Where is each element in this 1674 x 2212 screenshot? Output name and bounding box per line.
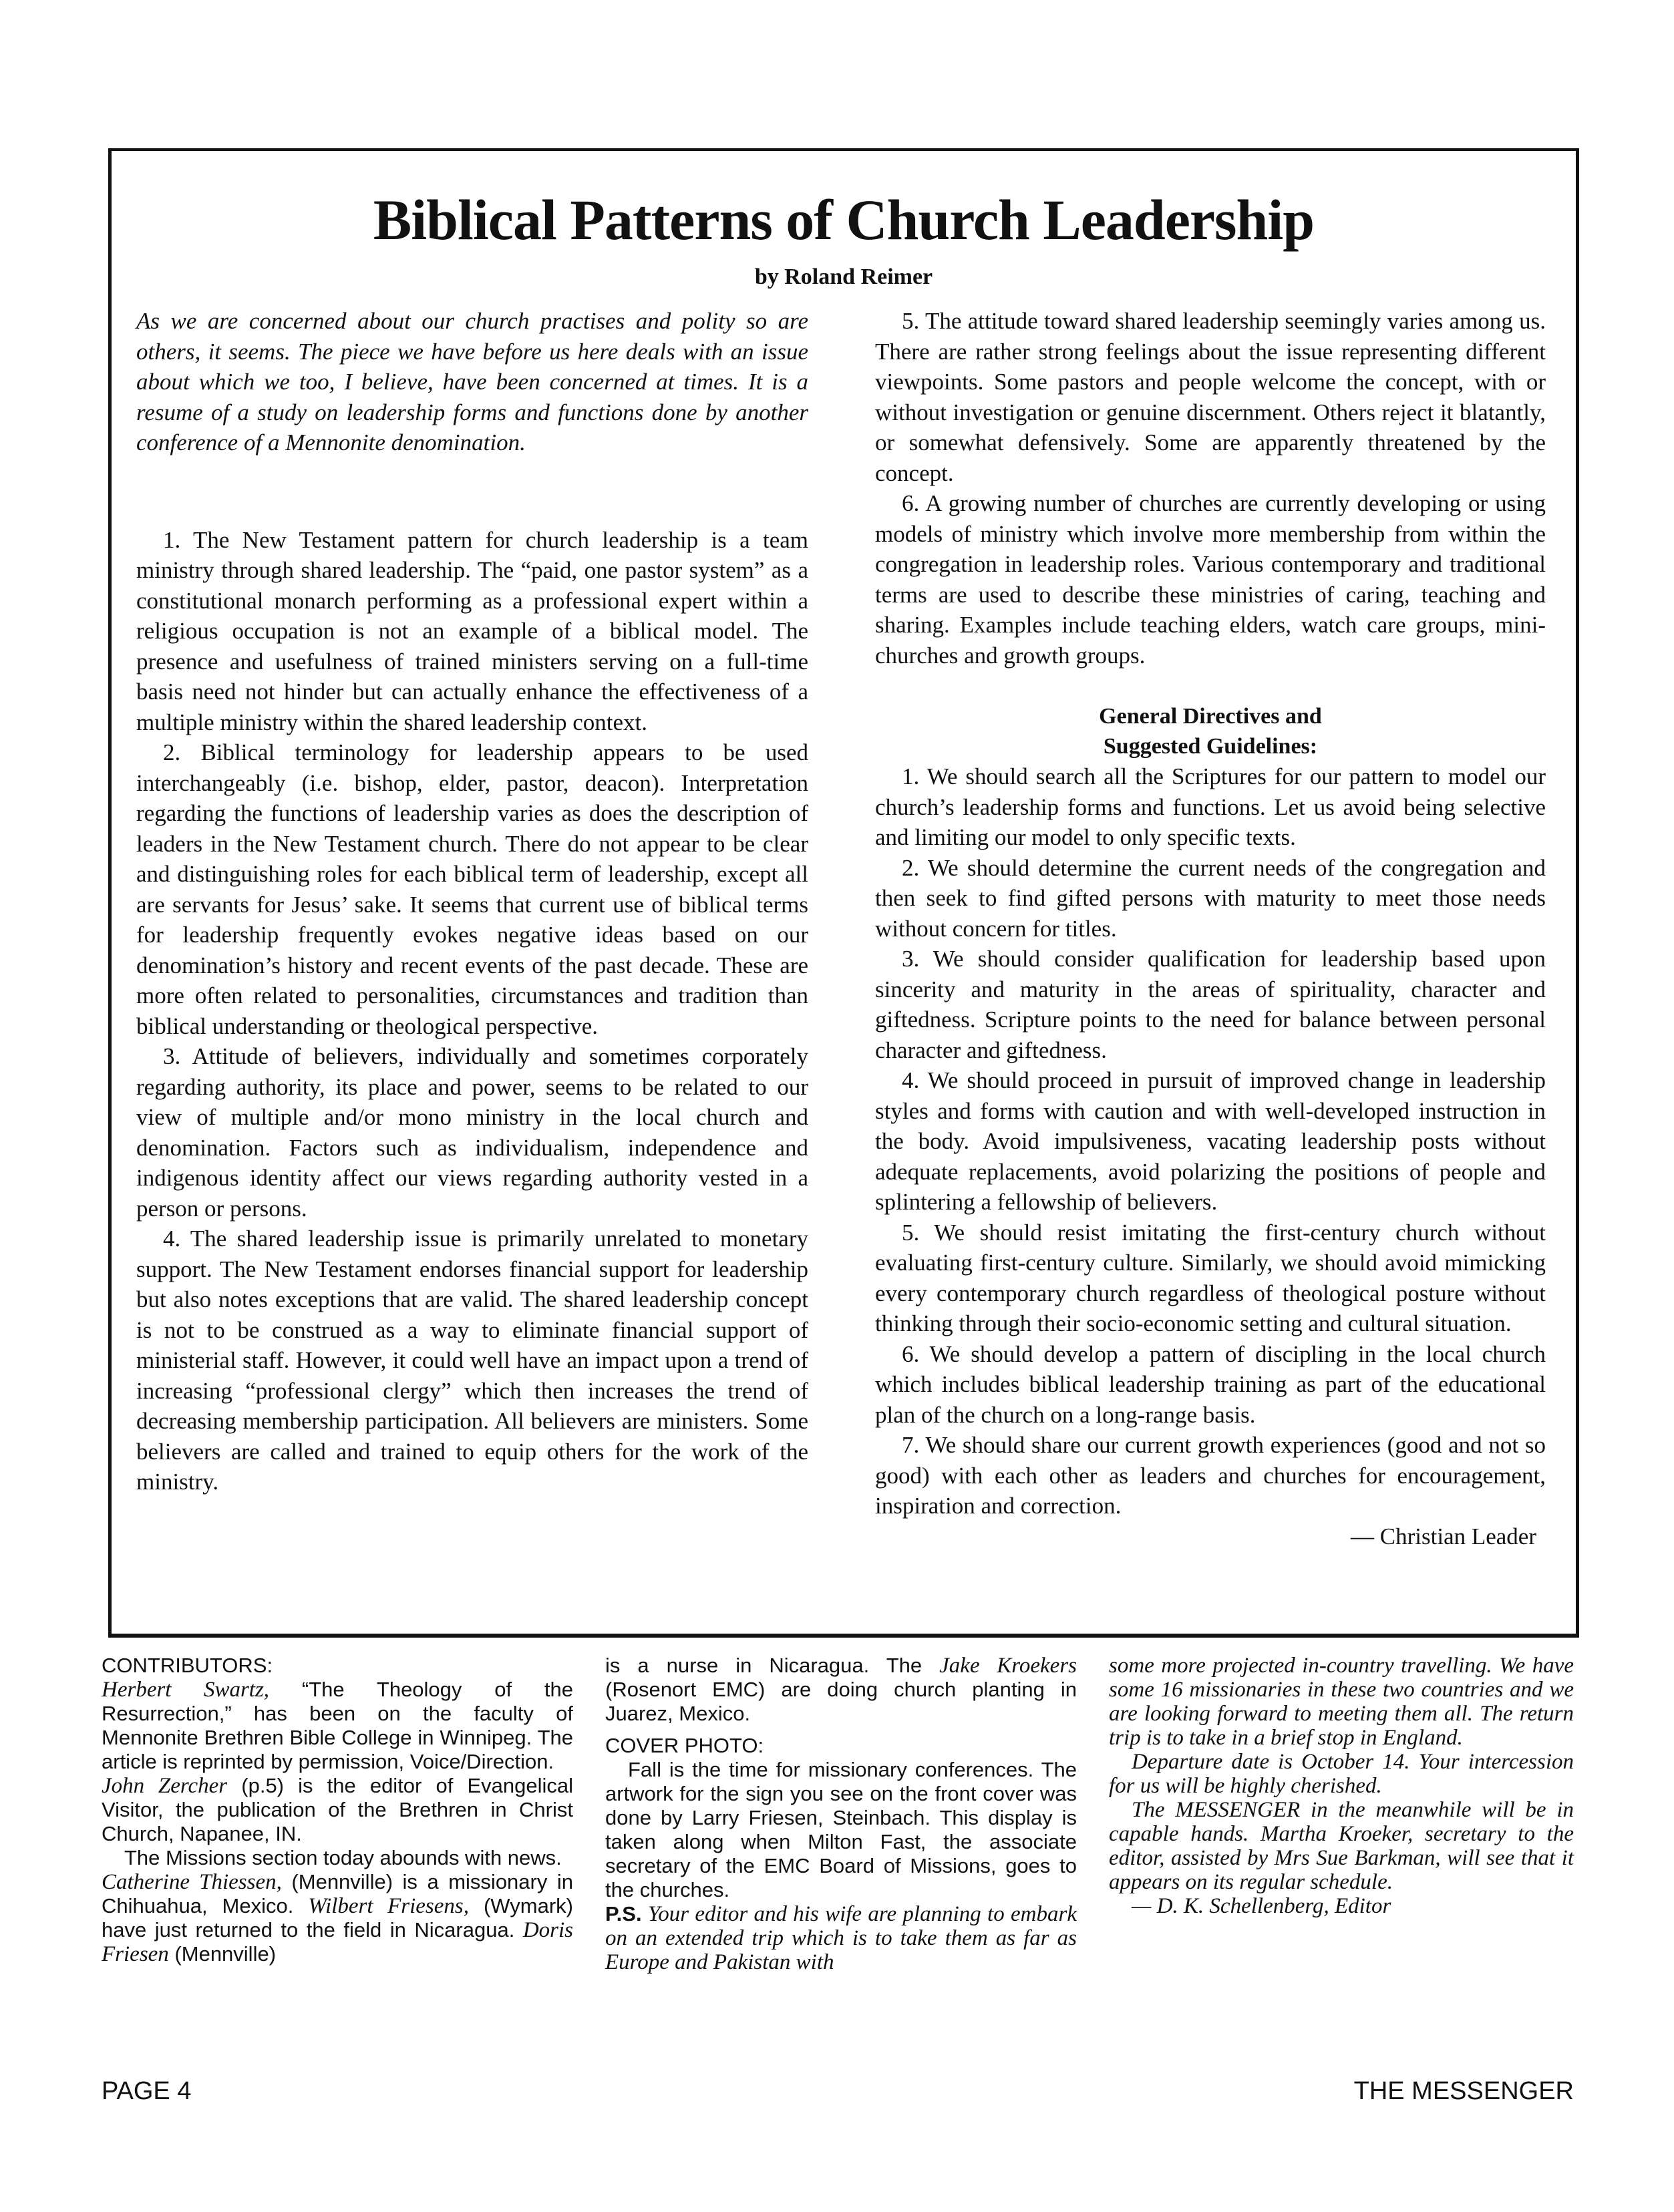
guideline-paragraph: 6. We should develop a pattern of discipling in the local church which includes biblical leadership training as part of the educational plan of the church on a long-range basis.: [875, 1340, 1546, 1428]
missions-note: The Missions section today abounds with news.: [124, 1846, 562, 1869]
guideline-paragraph: 2. We should determine the current needs of the congregation and then seek to find gifted persons with maturity to meet those needs without concern for titles.: [875, 854, 1546, 942]
intro-paragraph: As we are concerned about our church practises and polity so are others, it seems. The piece we have before us here deals with an issue about which we too, I believe, have been concerned at times. It is a resume of a study on leadership forms and functions done by another conference of a Mennonite denomination.: [136, 308, 808, 455]
point-paragraph: 3. Attitude of believers, individually and sometimes corporately regarding authority, its place and power, seems to be related to our view of multiple and/or mono ministry in the local church and denomination. Factors such as individualism, independence and indigenous identity affect our views regarding authority vested in a person or persons.: [136, 1043, 808, 1222]
guideline-paragraph: 5. We should resist imitating the first-century church without evaluating first-century culture. Similarly, we should avoid mimicking every contemporary church regardless of theological posture without thinking through their socio-economic setting and cultural situation.: [875, 1219, 1546, 1336]
editor-note-departure: Departure date is October 14. Your intercession for us will be highly cherished.: [1109, 1750, 1574, 1798]
cover-photo-text: Fall is the time for missionary conferences. The artwork for the sign you see on the front cover was done by Larry Friesen, Steinbach. This display is taken along when Milton Fast, the associate secretary of the EMC Board of Missions, goes to the churches.: [605, 1758, 1077, 1901]
article-left-column: [136, 306, 808, 1497]
article-title: Biblical Patterns of Church Leadership: [373, 188, 1315, 252]
point-paragraph: 2. Biblical terminology for leadership appears to be used interchangeably (i.e. bishop, elder, pastor, deacon). Interpretation regarding the functions of leadership varies as does the description of leaders in the New Testament church. There do not appear to be clear and distinguishing roles for each biblical term of leadership, except all are servants for Jesus’ sake. It seems that current use of biblical terms for leadership frequently evokes negative ideas based on our denomination’s history and recent events of the past decade. These are more often related to personalities, circumstances and tradition than biblical understanding or theological perspective.: [136, 739, 808, 1039]
article-intro: [136, 306, 808, 458]
point-paragraph: 5. The attitude toward shared leadership seemingly varies among us. There are rather strong feelings about the issue representing different viewpoints. Some pastors and people welcome the concept, with or without investigation or genuine discernment. Others reject it blatantly, or somewhat defensively. Some are apparently threatened by the concept.: [875, 308, 1546, 486]
cover-photo-column: [605, 1654, 1077, 1974]
guideline-paragraph: 4. We should proceed in pursuit of improved change in leadership styles and forms with caution and with well-developed instruction in the body. Avoid impulsiveness, vacating leadership posts without adequate replacements, avoid polarizing the positions of people and splintering a fellowship of believers.: [875, 1067, 1546, 1215]
point-paragraph: 4. The shared leadership issue is primarily unrelated to monetary support. The New Testament endorses financial support for leadership but also notes exceptions that are valid. The shared leadership concept is not to be construed as a way to eliminate financial support of ministerial staff. However, it could well have an impact upon a trend of increasing “professional clergy” which then increases the trend of decreasing membership participation. All believers are ministers. Some believers are called and trained to equip others for the work of the ministry.: [136, 1226, 808, 1495]
guideline-paragraph: 7. We should share our current growth experiences (good and not so good) with each other as leaders and churches for encouragement, inspiration and correction.: [875, 1432, 1546, 1519]
point-paragraph: 1. The New Testament pattern for church leadership is a team ministry through shared leadership. The “paid, one pastor system” as a constitutional monarch performing as a professional expert within a religious occupation is not an example of a biblical model. The presence and usefulness of trained ministers serving on a full-time basis need not hinder but can actually enhance the effectiveness of a multiple ministry within the shared leadership context.: [136, 526, 808, 735]
article-byline: by Roland Reimer: [754, 264, 933, 289]
editor-note-column: [1109, 1654, 1574, 1918]
editor-signature: — D. K. Schellenberg, Editor: [1132, 1894, 1391, 1918]
publication-name: THE MESSENGER: [1353, 2077, 1574, 2105]
cover-photo-heading: COVER PHOTO:: [605, 1734, 764, 1757]
contributor-entry-continued: is a nurse in Nicaragua. The Jake Kroekers (Rosenort EMC) are doing church planting in Juarez, Mexico.: [605, 1654, 1077, 1725]
article-source: — Christian Leader: [1351, 1523, 1536, 1549]
article-right-column: [875, 306, 1546, 1551]
page-number: PAGE 4: [102, 2077, 192, 2105]
contributors-heading: CONTRIBUTORS:: [102, 1654, 273, 1677]
guidelines-heading: General Directives and Suggested Guidelines:: [1099, 704, 1322, 759]
ps-note: P.S. Your editor and his wife are planning to embark on an extended trip which is to take them as far as Europe and Pakistan with: [605, 1902, 1077, 1974]
point-paragraph: 6. A growing number of churches are currently developing or using models of ministry which involve more membership from within the congregation in leadership roles. Various contemporary and traditional terms are used to describe these ministries of caring, teaching and sharing. Examples include teaching elders, watch care groups, mini-churches and growth groups.: [875, 490, 1546, 669]
contributor-entry: Herbert Swartz, “The Theology of the Resurrection,” has been on the faculty of Mennonite Brethren Bible College in Winnipeg. The article is reprinted by permission, Voice/Direction.: [102, 1678, 574, 1773]
contributor-entry: John Zercher (p.5) is the editor of Evangelical Visitor, the publication of the Brethren in Christ Church, Napanee, IN.: [102, 1774, 573, 1845]
guideline-paragraph: 3. We should consider qualification for leadership based upon sincerity and maturity in the areas of spirituality, character and giftedness. Scripture points to the need for balance between personal character and giftedness.: [875, 946, 1546, 1063]
ps-note-continued: some more projected in-country travelling. We have some 16 missionaries in these two countries and we are looking forward to meeting them all. The return trip is to take in a brief stop in England.: [1109, 1654, 1574, 1750]
contributors-column: [102, 1654, 573, 1966]
contributor-entry: Catherine Thiessen, (Mennville) is a missionary in Chihuahua, Mexico. Wilbert Friesens, (Wymark) have just returned to the field in Nicaragua. Doris Friesen (Mennville): [102, 1870, 574, 1966]
editor-note-messenger: The MESSENGER in the meanwhile will be in capable hands. Martha Kroeker, secretary to the editor, assisted by Mrs Sue Barkman, will see that it appears on its regular schedule.: [1109, 1798, 1574, 1894]
guideline-paragraph: 1. We should search all the Scriptures for our pattern to model our church’s leadership forms and functions. Let us avoid being selective and limiting our model to only specific texts.: [875, 763, 1546, 850]
